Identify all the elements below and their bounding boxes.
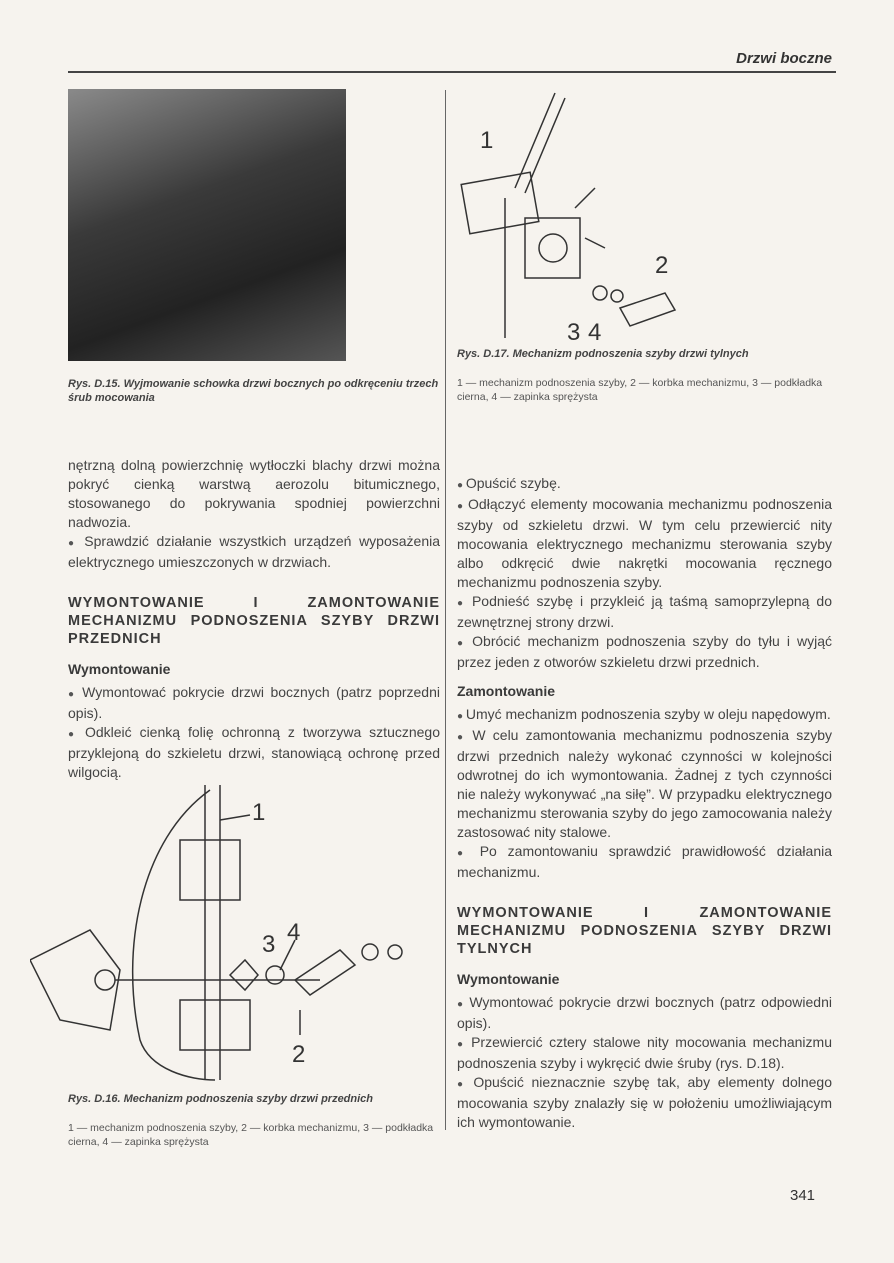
callout-1: 1 — [252, 799, 266, 826]
fig15-caption: Rys. D.15. Wyjmowanie schowka drzwi bocznych po odkręceniu trzech śrub mocowania — [68, 378, 439, 404]
bullet-item: ● Po zamontowaniu sprawdzić prawidłowość działania mechanizmu. — [457, 842, 832, 882]
callout-1: 1 — [480, 127, 494, 154]
left-column-text — [68, 456, 440, 782]
bullet-item: ● Opuścić nieznacznie szybę tak, aby elementy dolnego mocowania szyby znalazły się w położeniu umożliwiającym ich wymontowanie. — [457, 1073, 832, 1132]
fig16-caption: Rys. D.16. Mechanizm podnoszenia szyby drzwi przednich — [68, 1093, 374, 1105]
bullet-item: ● Opuścić szybę. — [457, 474, 832, 495]
running-header: Drzwi boczne — [736, 50, 832, 67]
callout-3: 3 — [262, 931, 276, 958]
callout-4: 4 — [588, 319, 602, 343]
diagram-fig-d16 — [30, 780, 440, 1085]
photo-fig-d15 — [68, 89, 346, 361]
callout-2: 2 — [655, 252, 669, 279]
section-heading: WYMONTOWANIE I ZAMONTOWANIE MECHANIZMU PODNOSZENIA SZYBY DRZWI PRZEDNICH — [68, 595, 440, 647]
fig17-legend: 1 — mechanizm podnoszenia szyby, 2 — korbka mechanizmu, 3 — podkładka cierna, 4 — zapinka sprężysta — [457, 377, 823, 403]
bullet-item: ● Wymontować pokrycie drzwi bocznych (patrz odpowiedni opis). — [457, 993, 832, 1033]
subheading: Wymontowanie — [68, 661, 171, 677]
bullet-item: ● Obrócić mechanizm podnoszenia szyby do tyłu i wyjąć przez jeden z otworów szkieletu drzwi przednich. — [457, 632, 832, 672]
column-divider — [445, 90, 446, 1130]
callout-4: 4 — [287, 919, 301, 946]
right-column-text — [457, 474, 832, 1132]
subheading: Wymontowanie — [457, 971, 560, 987]
callout-2: 2 — [292, 1041, 306, 1068]
bullet-item: ● Odłączyć elementy mocowania mechanizmu podnoszenia szyby od szkieletu drzwi. W tym celu przewiercić nity mocowania elektrycznego mechanizmu sterowania szyby albo odkręcić dwie nakrętki mocowania ręcznego mechanizmu podnoszenia szyby. — [457, 495, 832, 592]
bullet-item: ● W celu zamontowania mechanizmu podnoszenia szyby drzwi przednich należy wykonać czynności w kolejności odwrotnej do ich wymontowania. Żadnej z tych czynności nie należy wykonywać „na siłę”. W przypadku elektrycznego mechanizmu sterowania szyby do jego zamocowania należy zastosować nity stalowe. — [457, 726, 832, 842]
paragraph: nętrzną dolną powierzchnię wytłoczki blachy drzwi można pokryć cienką warstwą aerozolu bitumicznego, stosowanego do pokrywania spodniej powierzchni nadwozia. — [68, 457, 440, 530]
bullet-item: ● Podnieść szybę i przykleić ją taśmą samoprzylepną do zewnętrznej strony drzwi. — [457, 592, 832, 632]
bullet-item: ● Umyć mechanizm podnoszenia szyby w oleju napędowym. — [457, 705, 832, 726]
fig16-legend: 1 — mechanizm podnoszenia szyby, 2 — korbka mechanizmu, 3 — podkładka cierna, 4 — zapinka sprężysta — [68, 1122, 434, 1148]
subheading: Zamontowanie — [457, 683, 556, 699]
bullet-item: ● Odkleić cienką folię ochronną z tworzywa sztucznego przyklejoną do szkieletu drzwi, stanowiącą ochronę przed wilgocią. — [68, 723, 440, 782]
page-number: 341 — [790, 1187, 816, 1204]
bullet-item: ● Sprawdzić działanie wszystkich urządzeń wyposażenia elektrycznego umieszczonych w drzwiach. — [68, 532, 440, 572]
diagram-fig-d17 — [455, 88, 705, 343]
header-rule — [68, 71, 836, 73]
bullet-item: ● Wymontować pokrycie drzwi bocznych (patrz poprzedni opis). — [68, 683, 440, 723]
bullet-item: ● Przewiercić cztery stalowe nity mocowania mechanizmu podnoszenia szyby i wykręcić dwie śruby (rys. D.18). — [457, 1033, 832, 1073]
section-heading: WYMONTOWANIE I ZAMONTOWANIE MECHANIZMU PODNOSZENIA SZYBY DRZWI TYLNYCH — [457, 905, 832, 957]
fig17-caption: Rys. D.17. Mechanizm podnoszenia szyby drzwi tylnych — [457, 348, 749, 360]
callout-3: 3 — [567, 319, 581, 343]
